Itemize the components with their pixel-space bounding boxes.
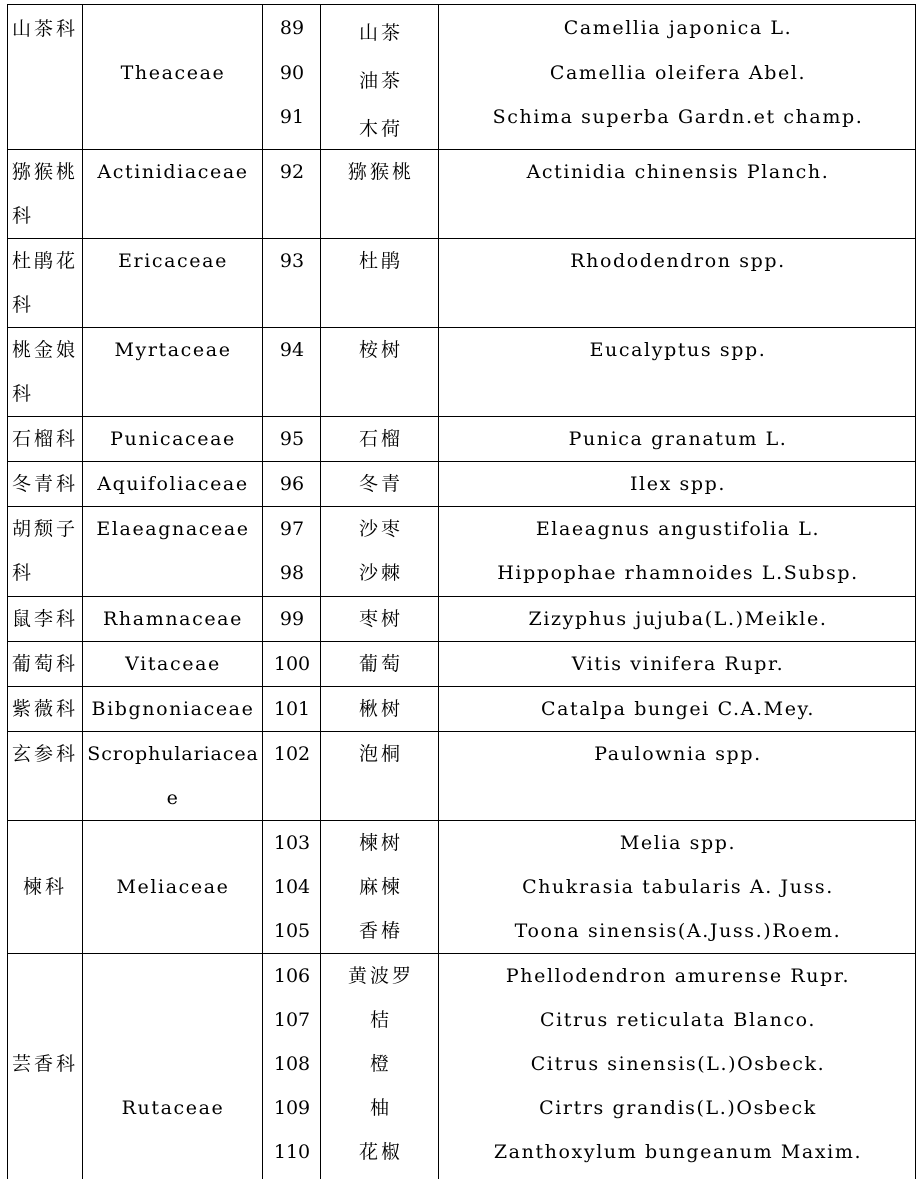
column-divider xyxy=(262,954,263,1179)
species-latin-name: Rhododendron spp. xyxy=(570,250,786,272)
family-chinese-name: 桃金娘科 xyxy=(12,339,79,405)
species-chinese-name: 石榴 xyxy=(358,428,403,450)
family-latin-name: Rutaceae xyxy=(121,1097,225,1119)
column-divider xyxy=(320,150,321,238)
species-latin-name: Eucalyptus spp. xyxy=(589,339,767,361)
species-number: 93 xyxy=(279,250,305,272)
species-number: 100 xyxy=(273,653,311,675)
species-latin-name: Melia spp. xyxy=(619,832,737,854)
species-number: 104 xyxy=(273,876,311,898)
species-latin-name: Camellia japonica L. xyxy=(563,17,793,39)
column-divider xyxy=(320,417,321,461)
family-latin-name: Aquifoliaceae xyxy=(97,473,249,495)
species-latin-name: Toona sinensis(A.Juss.)Roem. xyxy=(514,920,842,942)
family-group xyxy=(8,462,915,507)
column-divider xyxy=(320,687,321,731)
family-chinese-name: 猕猴桃科 xyxy=(12,161,79,227)
species-chinese-name: 柚 xyxy=(369,1097,392,1119)
species-latin-name: Actinidia chinensis Planch. xyxy=(526,161,830,183)
family-latin-name: Theaceae xyxy=(120,62,226,84)
species-latin-name: Camellia oleifera Abel. xyxy=(549,62,807,84)
family-group xyxy=(8,328,915,417)
species-latin-name: Zizyphus jujuba(L.)Meikle. xyxy=(528,608,828,630)
species-chinese-name: 橙 xyxy=(369,1053,392,1075)
family-group xyxy=(8,687,915,732)
family-chinese-name: 紫薇科 xyxy=(12,698,79,720)
species-chinese-name: 油茶 xyxy=(358,70,403,92)
species-latin-name: Hippophae rhamnoides L.Subsp. xyxy=(497,562,859,584)
column-divider xyxy=(320,821,321,953)
species-number: 109 xyxy=(273,1097,311,1119)
species-number: 90 xyxy=(279,62,305,84)
family-latin-name: Actinidiaceae xyxy=(97,161,249,183)
species-chinese-name: 黄波罗 xyxy=(347,965,414,987)
column-divider xyxy=(320,239,321,327)
species-chinese-name: 葡萄 xyxy=(358,653,403,675)
species-latin-name: Elaeagnus angustifolia L. xyxy=(535,518,821,540)
family-chinese-name: 葡萄科 xyxy=(12,653,79,675)
family-latin-name: Bibgnoniaceae xyxy=(91,698,255,720)
family-group xyxy=(8,732,915,821)
family-chinese-name: 石榴科 xyxy=(12,428,79,450)
family-group xyxy=(8,642,915,687)
family-latin-name: Rhamnaceae xyxy=(103,608,243,630)
species-chinese-name: 香椿 xyxy=(358,920,403,942)
family-chinese-name: 玄参科 xyxy=(12,743,79,765)
species-chinese-name: 冬青 xyxy=(358,473,403,495)
family-latin-name: Punicaceae xyxy=(110,428,236,450)
species-latin-name: Cirtrs grandis(L.)Osbeck xyxy=(539,1097,817,1119)
family-group xyxy=(8,417,915,462)
species-latin-name: Citrus reticulata Blanco. xyxy=(539,1009,817,1031)
species-number: 107 xyxy=(273,1009,311,1031)
species-number: 97 xyxy=(279,518,305,540)
species-chinese-name: 桔 xyxy=(369,1009,392,1031)
species-number: 99 xyxy=(279,608,305,630)
species-chinese-name: 花椒 xyxy=(358,1141,403,1163)
family-chinese-name: 鼠李科 xyxy=(12,608,79,630)
species-chinese-name: 楝树 xyxy=(358,832,403,854)
species-latin-name: Chukrasia tabularis A. Juss. xyxy=(522,876,834,898)
species-number: 96 xyxy=(279,473,305,495)
species-latin-name: Punica granatum L. xyxy=(568,428,788,450)
family-group xyxy=(8,821,915,954)
species-chinese-name: 杜鹃 xyxy=(358,250,403,272)
family-group xyxy=(8,597,915,642)
species-number: 101 xyxy=(273,698,311,720)
family-latin-name: Elaeagnaceae xyxy=(96,518,250,540)
family-latin-name-wrap: e xyxy=(166,787,180,809)
family-latin-name: Vitaceae xyxy=(125,653,221,675)
species-number: 110 xyxy=(273,1141,311,1163)
species-number: 103 xyxy=(273,832,311,854)
column-divider xyxy=(320,732,321,820)
species-chinese-name: 沙枣 xyxy=(358,518,403,540)
species-chinese-name: 木荷 xyxy=(358,118,403,140)
family-latin-name: Meliaceae xyxy=(116,876,230,898)
family-latin-name: Scrophulariacea xyxy=(87,743,259,765)
species-number: 105 xyxy=(273,920,311,942)
column-divider xyxy=(320,328,321,416)
species-latin-name: Citrus sinensis(L.)Osbeck. xyxy=(530,1053,826,1075)
species-latin-name: Schima superba Gardn.et champ. xyxy=(492,106,864,128)
species-chinese-name: 桉树 xyxy=(358,339,403,361)
family-group xyxy=(8,4,915,150)
species-chinese-name: 麻楝 xyxy=(358,876,403,898)
species-chinese-name: 楸树 xyxy=(358,698,403,720)
species-latin-name: Vitis vinifera Rupr. xyxy=(571,653,785,675)
column-divider xyxy=(320,642,321,686)
species-number: 98 xyxy=(279,562,305,584)
family-latin-name: Ericaceae xyxy=(118,250,228,272)
species-number: 94 xyxy=(279,339,305,361)
species-chinese-name: 枣树 xyxy=(358,608,403,630)
family-group xyxy=(8,150,915,239)
species-chinese-name: 猕猴桃 xyxy=(347,161,414,183)
family-group xyxy=(8,239,915,328)
species-chinese-name: 沙棘 xyxy=(358,562,403,584)
species-number: 95 xyxy=(279,428,305,450)
column-divider xyxy=(320,5,321,149)
column-divider xyxy=(320,462,321,506)
family-latin-name: Myrtaceae xyxy=(114,339,232,361)
species-number: 108 xyxy=(273,1053,311,1075)
species-chinese-name: 泡桐 xyxy=(358,743,403,765)
species-number: 102 xyxy=(273,743,311,765)
column-divider xyxy=(320,507,321,596)
species-number: 92 xyxy=(279,161,305,183)
family-chinese-name: 山茶科 xyxy=(12,18,79,40)
species-number: 106 xyxy=(273,965,311,987)
family-group xyxy=(8,954,915,1179)
species-latin-name: Catalpa bungei C.A.Mey. xyxy=(540,698,815,720)
species-latin-name: Zanthoxylum bungeanum Maxim. xyxy=(493,1141,863,1163)
family-chinese-name: 芸香科 xyxy=(12,1053,79,1075)
species-latin-name: Phellodendron amurense Rupr. xyxy=(505,965,851,987)
family-chinese-name: 胡颓子科 xyxy=(12,518,79,584)
family-group xyxy=(8,507,915,597)
family-chinese-name: 楝科 xyxy=(22,876,67,898)
species-table xyxy=(7,4,916,1179)
species-number: 89 xyxy=(279,17,305,39)
column-divider xyxy=(320,954,321,1179)
species-chinese-name: 山茶 xyxy=(358,22,403,44)
species-latin-name: Paulownia spp. xyxy=(594,743,762,765)
species-latin-name: Ilex spp. xyxy=(629,473,727,495)
family-chinese-name: 冬青科 xyxy=(12,473,79,495)
species-number: 91 xyxy=(279,106,305,128)
family-chinese-name: 杜鹃花科 xyxy=(12,250,79,316)
column-divider xyxy=(320,597,321,641)
